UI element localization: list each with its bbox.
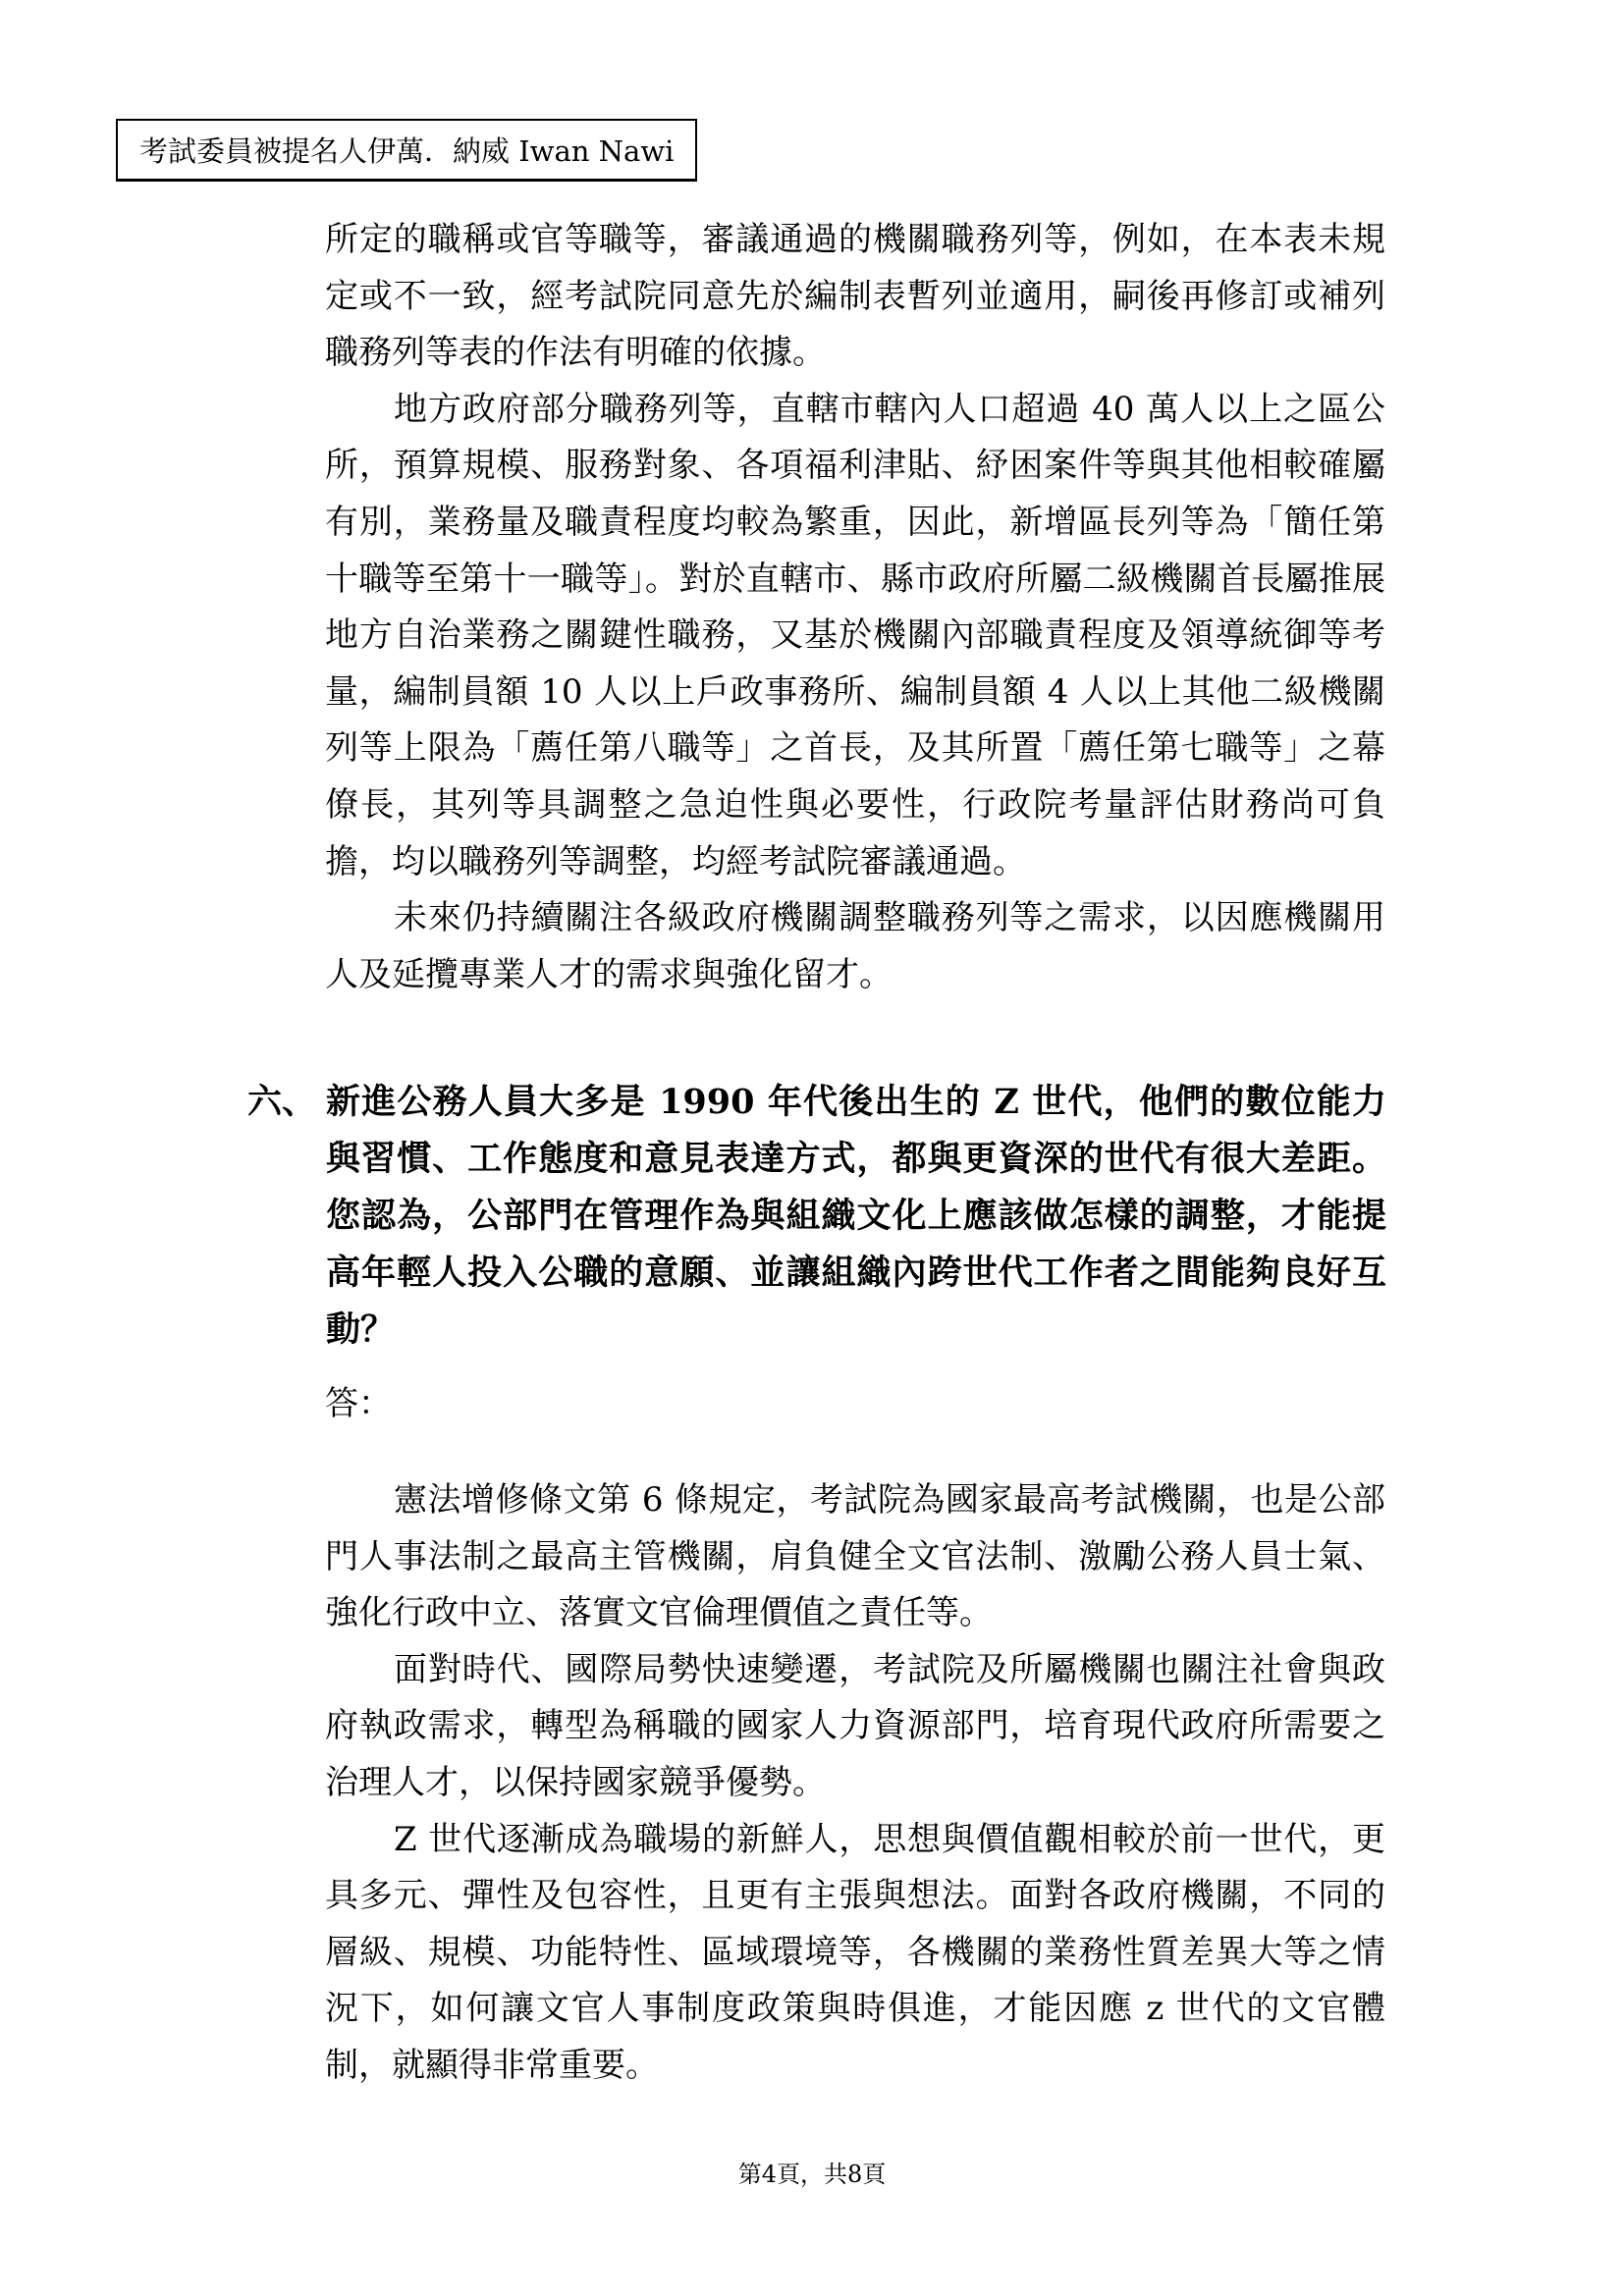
continuation-paragraph: 地方政府部分職務列等，直轄市轄內人口超過 40 萬人以上之區公所，預算規模、服務對象、各項福利津貼、紓困案件等與其他相較確屬有別，業務量及職責程度均較為繁重，因此，新增區長列等為「簡任第十職等至第十一職等」。對於直轄市、縣市政府所屬二級機關首長屬推展地方自治業務之關鍵性職務，又基於機關內部職責程度及領導統御等考量，編制員額 10 人以上戶政事務所、編制員額 4 人以上其他二級機關列等上限為「薦任第八職等」之首長，及其所置「薦任第七職等」之幕僚長，其列等具調整之急迫性與必要性，行政院考量評估財務尚可負擔，均以職務列等調整，均經考試院審議通過。 (325, 389, 1385, 881)
nominee-header (116, 119, 697, 182)
question-number: 六、 (247, 1082, 317, 1122)
answer-paragraph: Z 世代逐漸成為職場的新鮮人，思想與價值觀相較於前一世代，更具多元、彈性及包容性，且更有主張與想法。面對各政府機關，不同的層級、規模、功能特性、區域環境等，各機關的業務性質差異大等之情況下，如何讓文官人事制度政策與時俱進，才能因應 z 世代的文官體制，就顯得非常重要。 (325, 1819, 1385, 2085)
answer-label: 答： (325, 1384, 392, 1423)
nominee-name: 考試委員被提名人伊萬．納威 Iwan Nawi (139, 134, 675, 168)
answer-section (325, 1472, 1385, 2095)
question-six (247, 1074, 1386, 1359)
continuation-section (325, 212, 1385, 1003)
continuation-paragraph: 所定的職稱或官等職等，審議通過的機關職務列等，例如，在本表未規定或不一致，經考試院同意先於編制表暫列並適用，嗣後再修訂或補列職務列等表的作法有明確的依據。 (325, 220, 1385, 373)
continuation-paragraph: 未來仍持續關注各級政府機關調整職務列等之需求，以因應機關用人及延攬專業人才的需求與強化留才。 (325, 898, 1385, 994)
answer-paragraph: 憲法增修條文第 6 條規定，考試院為國家最高考試機關，也是公部門人事法制之最高主管機關，肩負健全文官法制、激勵公務人員士氣、強化行政中立、落實文官倫理價值之責任等。 (325, 1480, 1385, 1633)
question-text: 新進公務人員大多是 1990 年代後出生的 Z 世代，他們的數位能力與習慣、工作態度和意見表達方式，都與更資深的世代有很大差距。您認為，公部門在管理作為與組織文化上應該做怎樣的調整，才能提高年輕人投入公職的意願、並讓組織內跨世代工作者之間能夠良好互動？ (326, 1082, 1386, 1350)
answer-paragraph: 面對時代、國際局勢快速變遷，考試院及所屬機關也關注社會與政府執政需求，轉型為稱職的國家人力資源部門，培育現代政府所需要之治理人才，以保持國家競爭優勢。 (325, 1649, 1385, 1802)
page-number: 第4頁，共8頁 (737, 2161, 887, 2188)
